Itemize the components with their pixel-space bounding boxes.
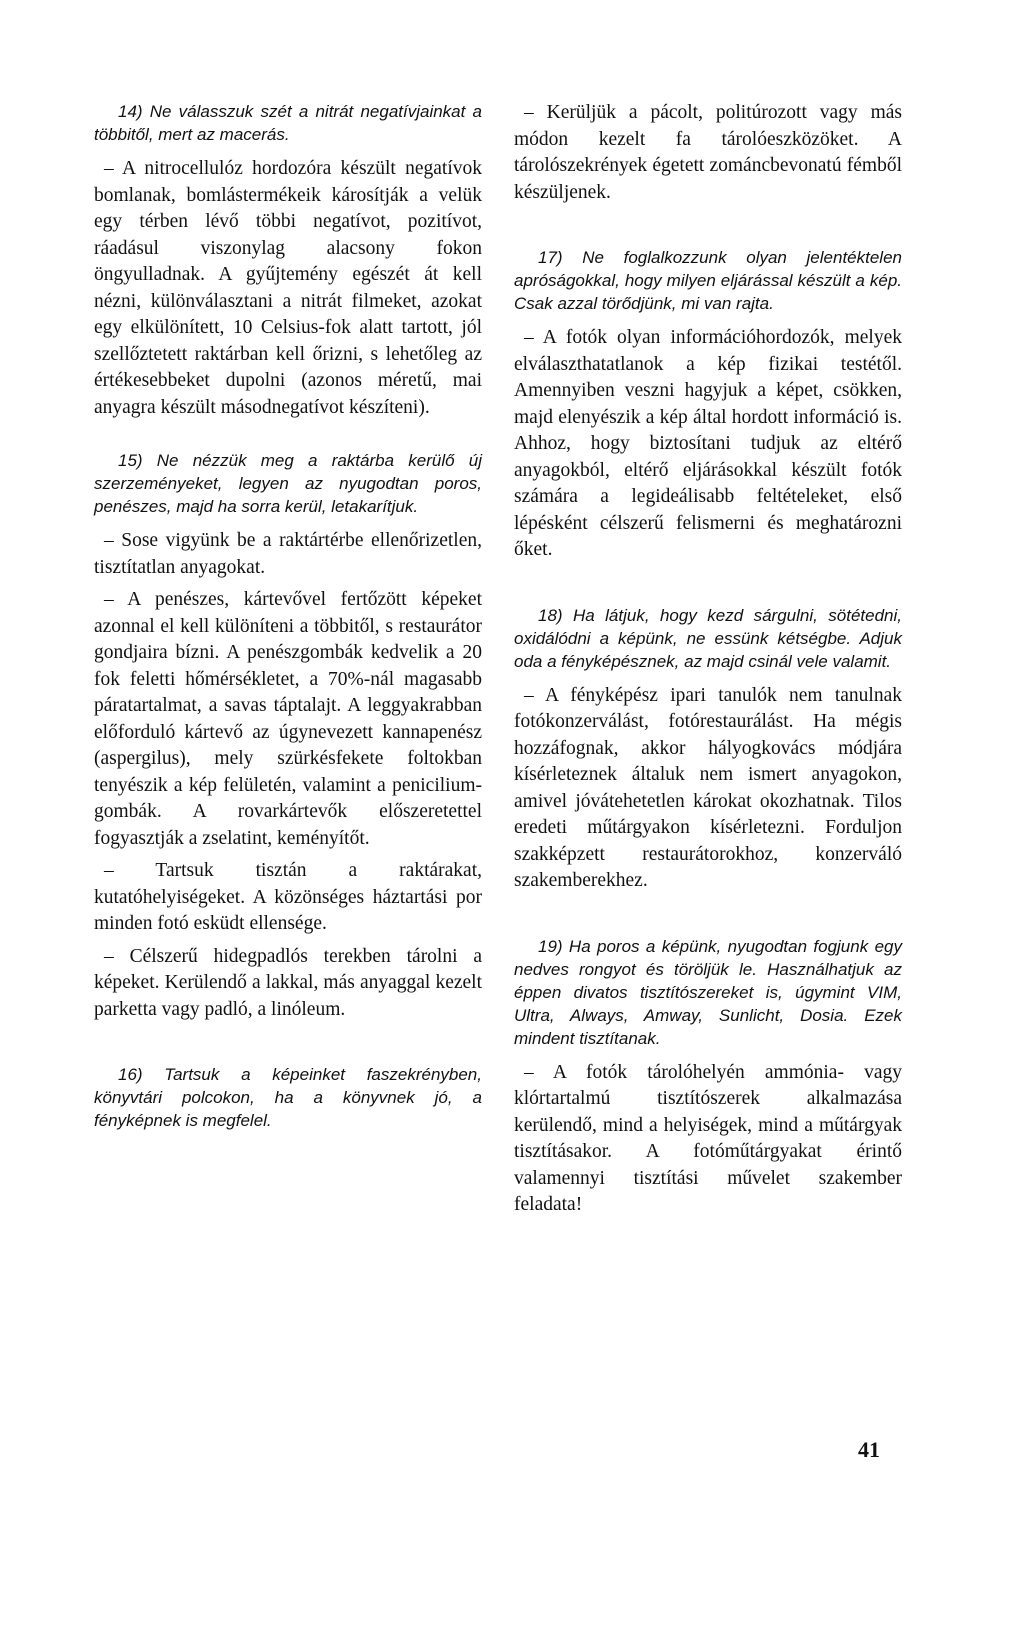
paragraph-15b: – A penészes, kártevővel fertőzött képeket azonnal el kell különíteni a többitől, s restaurátor gondjaira bízni. A penészgombák kedvelik a 20 fok feletti hőmérsékletet, a 70%-nál magasabb páratartalmat, a savas táptalajt. A leggyakrabban előforduló kártevő az úgynevezett kannapenész (aspergilus), mely szürkésfekete foltokban tenyészik a kép felületén, valamint a penicilium-gombák. A rovarkártevők előszeretettel fogyasztják a zselatint, keményítőt. bbox=[94, 589, 482, 849]
paragraph-18: – A fényképész ipari tanulók nem tanulnak fotókonzerválást, fotórestaurálást. Ha mégis hozzáfognak, akkor hályogkovács módjára kísérleteznek általuk nem ismert anyagokon, amivel jóvátehetetlen károkat okozhatnak. Tilos eredeti műtárgyakon kísérletezni. Forduljon szakképzett restaurátorokhoz, konzerváló szakemberekhez. bbox=[514, 684, 902, 891]
paragraph-16: – Kerüljük a pácolt, politúrozott vagy más módon kezelt fa tárolóeszközöket. A tárolószekrények égetett zománcbevonatú fémből készüljenek. bbox=[514, 102, 902, 203]
paragraph-14: – A nitrocellulóz hordozóra készült negatívok bomlanak, bomlástermékeik károsítják a velük egy térben lévő többi negatívot, pozitívot, ráadásul viszonylag alacsony fokon öngyulladnak. A gyűjtemény egészét át kell nézni, különválasztani a nitrát filmeket, azokat egy elkülönített, 10 Celsius-fok alatt tartott, jól szellőztetett raktárban kell őrizni, s lehetőleg az értékesebbeket dupolni (azonos méretű, mai anyagra készült másodnegatívot készíteni). bbox=[94, 158, 482, 418]
heading-19: 19) Ha poros a képünk, nyugodtan fogjunk egy nedves rongyot és töröljük le. Használhatjuk az éppen divatos tisztítószereket is, úgymint VIM, Ultra, Always, Amway, Sunlicht, Dosia. Ezek mindent tisztítanak. bbox=[514, 936, 902, 1048]
paragraph-17: – A fotók olyan információhordozók, melyek elválaszthatatlanok a kép fizikai testétől. Amennyiben veszni hagyjuk a képet, csökken, majd elenyészik a kép által hordott információ is. Ahhoz, hogy biztosítani tudjuk az eltérő anyagokból, eltérő eljárásokkal készült fotók számára a legideálisabb feltételeket, első lépésként célszerű felismerni és meghatározni őket. bbox=[514, 327, 902, 560]
heading-16: 16) Tartsuk a képeinket faszekrényben, könyvtári polcokon, ha a könyvnek jó, a fényképnek is megfelel. bbox=[94, 1065, 482, 1130]
right-column bbox=[514, 100, 902, 1225]
paragraph-19: – A fotók tárolóhelyén ammónia- vagy klórtartalmú tisztítószerek alkalmazása kerülendő, mind a helyiségek, mind a műtárgyak tisztításakor. A fotóműtárgyakat érintő valamennyi tisztítási művelet szakember feladata! bbox=[514, 1061, 902, 1215]
paragraph-15a: – Sose vigyünk be a raktártérbe ellenőrizetlen, tisztítatlan anyagokat. bbox=[94, 530, 482, 578]
heading-15: 15) Ne nézzük meg a raktárba kerülő új szerzeményeket, legyen az nyugodtan poros, penészes, majd ha sorra kerül, letakarítjuk. bbox=[94, 451, 482, 516]
left-column bbox=[94, 100, 482, 1142]
heading-17: 17) Ne foglalkozzunk olyan jelentéktelen apróságokkal, hogy milyen eljárással készült a kép. Csak azzal törődjünk, mi van rajta. bbox=[514, 248, 902, 313]
heading-18: 18) Ha látjuk, hogy kezd sárgulni, sötétedni, oxidálódni a képünk, ne essünk kétségbe. Adjuk oda a fényképésznek, az majd csinál vele valamit. bbox=[514, 605, 902, 671]
paragraph-15d: – Célszerű hidegpadlós terekben tárolni a képeket. Kerülendő a lakkal, más anyaggal kezelt parketta vagy padló, a linóleum. bbox=[94, 945, 482, 1020]
paragraph-15c: – Tartsuk tisztán a raktárakat, kutatóhelyiségeket. A közönséges háztartási por minden fotó esküdt ellensége. bbox=[94, 860, 482, 934]
heading-14: 14) Ne válasszuk szét a nitrát negatívjainkat a többitől, mert az macerás. bbox=[94, 102, 482, 144]
page-number: 41 bbox=[858, 1437, 880, 1462]
